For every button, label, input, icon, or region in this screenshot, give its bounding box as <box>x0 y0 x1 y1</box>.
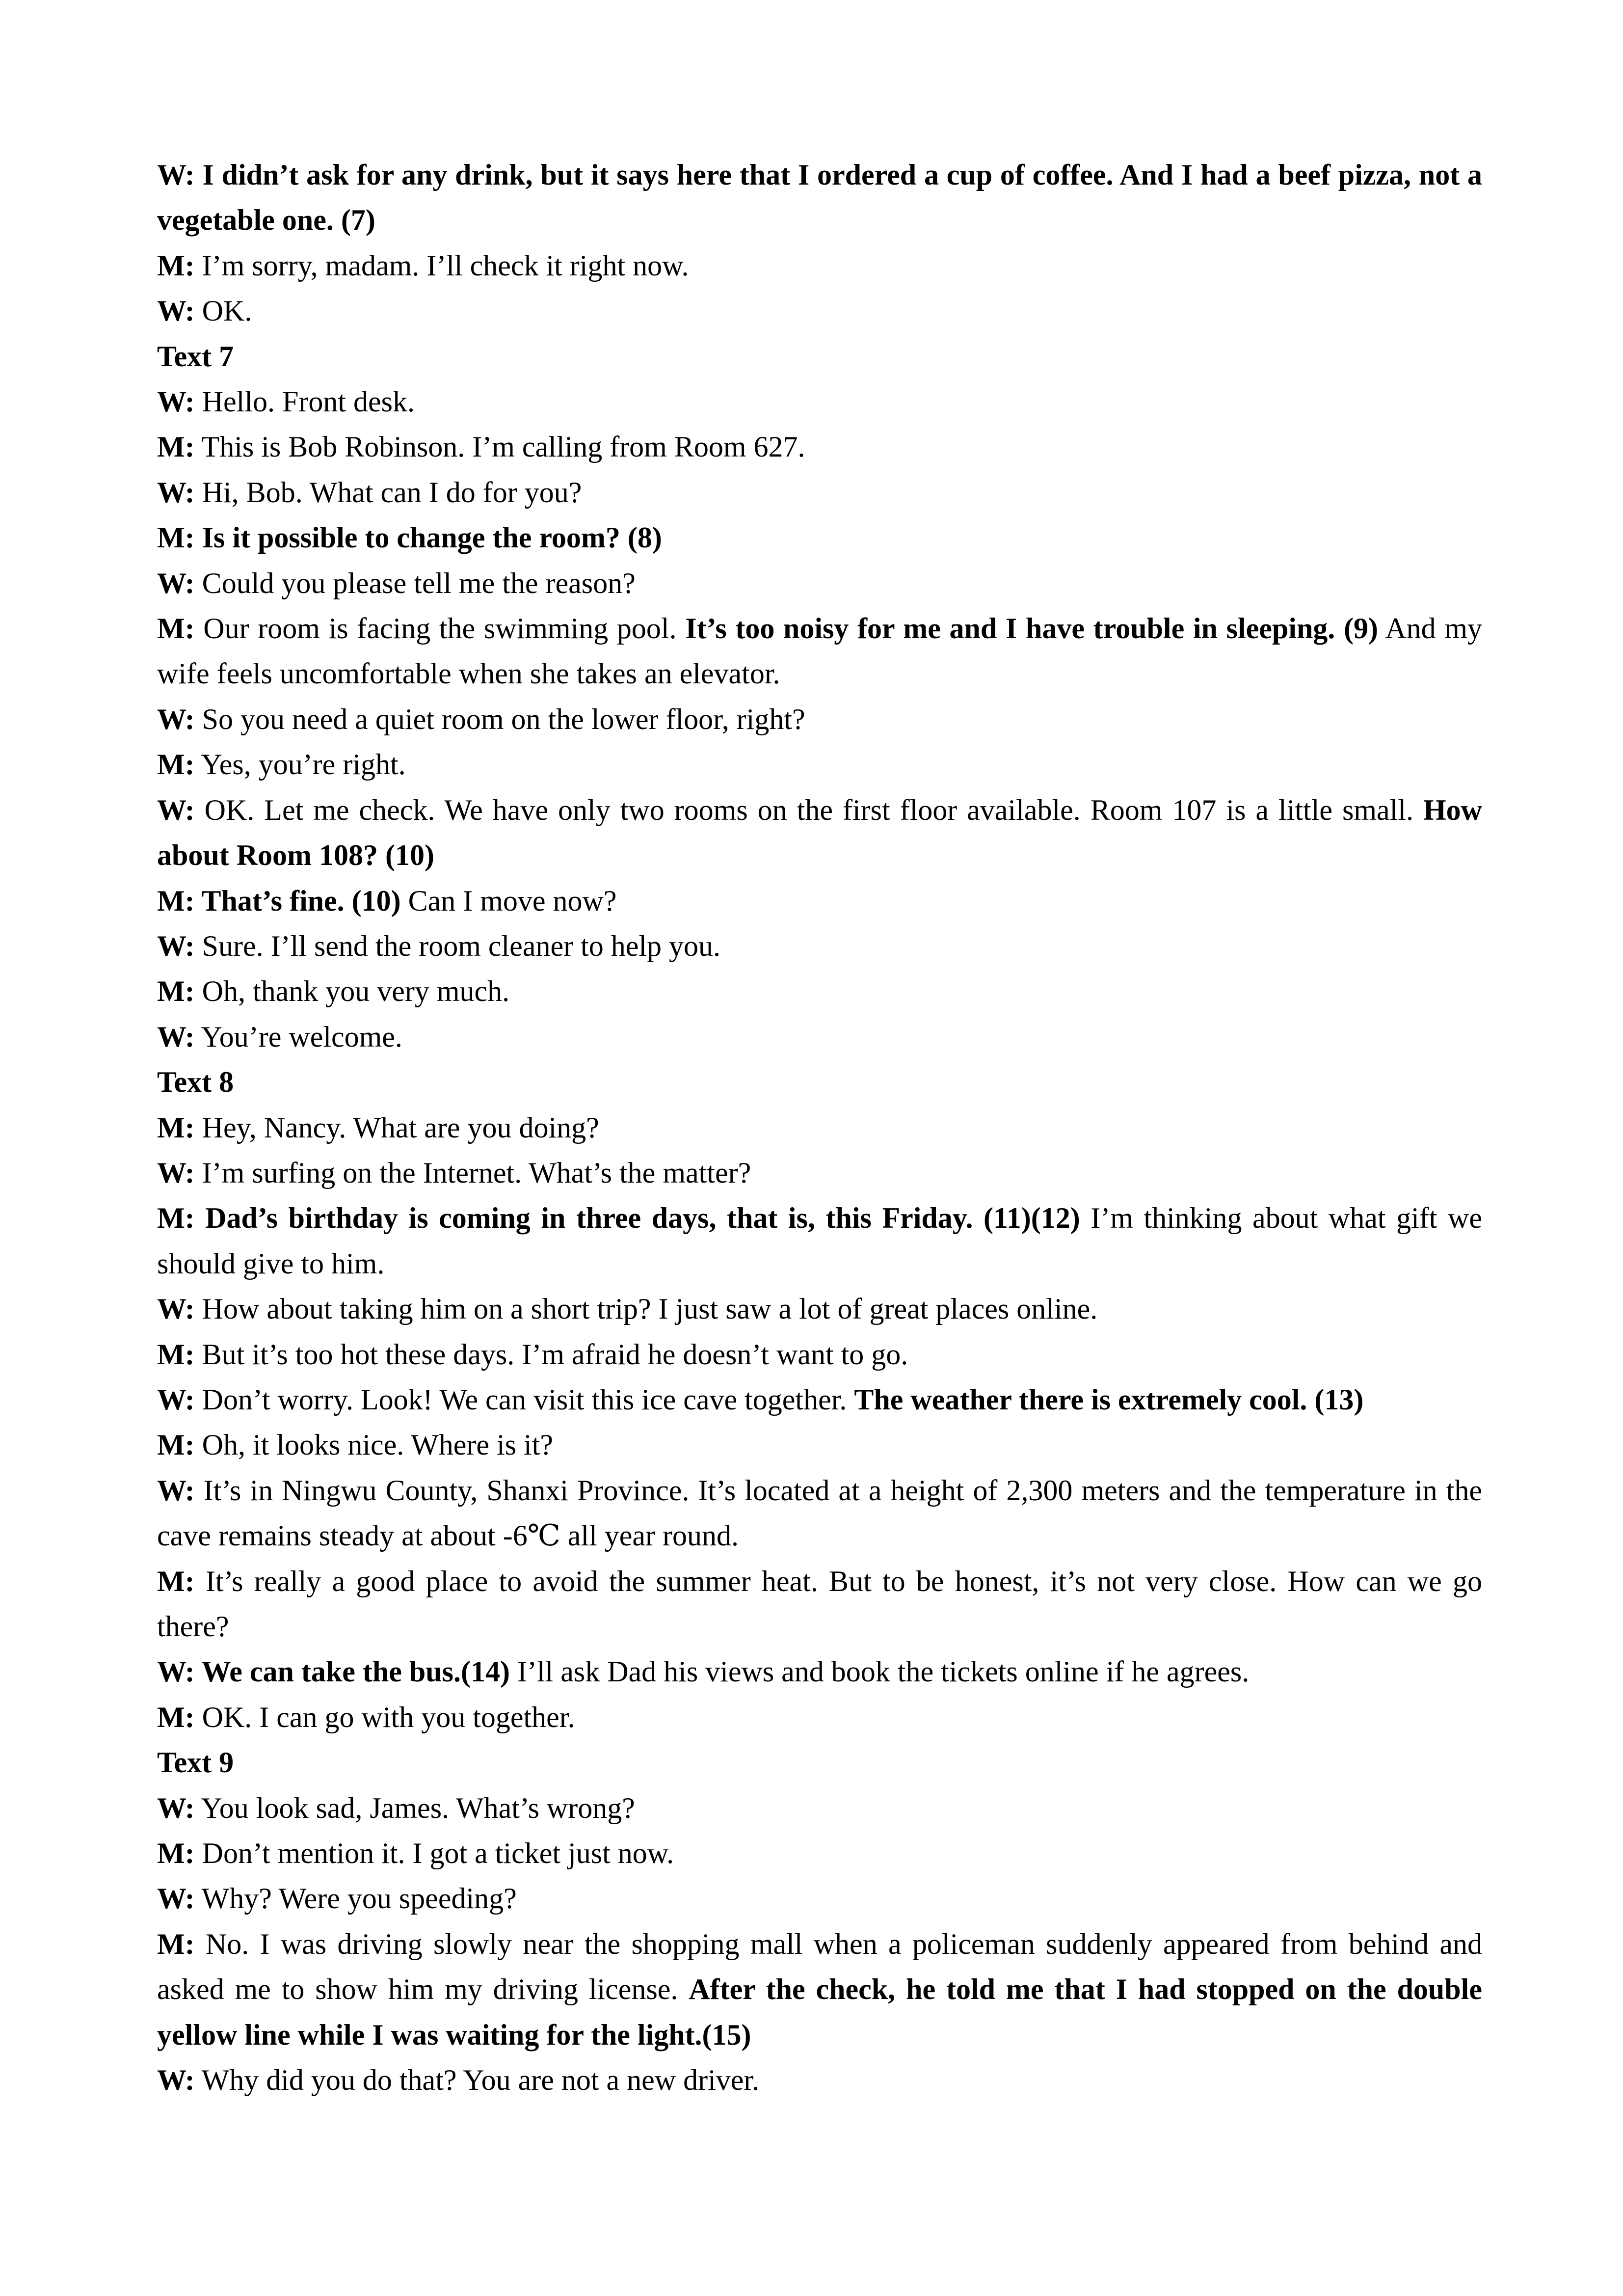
dialogue-line <box>157 878 1482 923</box>
dialogue-text: How about taking him on a short trip? I just saw a lot of great places online. <box>194 1293 1098 1325</box>
dialogue-line <box>157 288 1482 333</box>
dialogue-line <box>157 742 1482 787</box>
dialogue-line <box>157 1785 1482 1831</box>
dialogue-text: OK. Let me check. We have only two rooms on the first floor available. Room 107 is a little small. <box>194 793 1423 826</box>
speaker-label: W: <box>157 702 195 735</box>
dialogue-text: Why did you do that? You are not a new driver. <box>194 2064 760 2097</box>
speaker-label: M: <box>157 1701 195 1733</box>
dialogue-line <box>157 697 1482 742</box>
answer-key-text: I didn’t ask for any drink, but it says here that I ordered a cup of coffee. And I had a beef pizza, not a vegetable one. (7) <box>157 159 1482 237</box>
dialogue-line <box>157 1150 1482 1195</box>
speaker-label: M: <box>157 748 195 781</box>
dialogue-line <box>157 1921 1482 2057</box>
dialogue-line <box>157 606 1482 697</box>
speaker-label: W: <box>157 1882 195 1915</box>
dialogue-line <box>157 1876 1482 1921</box>
dialogue-text: Our room is facing the swimming pool. <box>194 612 686 645</box>
speaker-label: M: <box>157 1837 195 1870</box>
transcript-page <box>157 152 1482 2103</box>
dialogue-line <box>157 1649 1482 1694</box>
dialogue-line <box>157 1695 1482 1740</box>
dialogue-text: And my wife feels uncomfortable when she takes an elevator. <box>157 612 1482 690</box>
dialogue-text: Hello. Front desk. <box>194 385 415 418</box>
dialogue-line <box>157 969 1482 1014</box>
dialogue-text: I’m surfing on the Internet. What’s the matter? <box>194 1156 751 1189</box>
dialogue-line <box>157 923 1482 969</box>
dialogue-line <box>157 1332 1482 1377</box>
speaker-label: M: <box>157 884 195 917</box>
dialogue-text: It’s really a good place to avoid the summer heat. But to be honest, it’s not very close. How can we go there? <box>157 1565 1482 1643</box>
dialogue-text: I’m thinking about what gift we should give to him. <box>157 1202 1482 1280</box>
speaker-label: W: <box>157 385 195 418</box>
speaker-label: M: <box>157 1202 195 1235</box>
dialogue-line <box>157 243 1482 288</box>
speaker-label: W: <box>157 1791 195 1824</box>
answer-key-text: Dad’s birthday is coming in three days, that is, this Friday. (11)(12) <box>194 1202 1080 1235</box>
speaker-label: M: <box>157 431 195 463</box>
dialogue-text: OK. <box>194 295 252 327</box>
dialogue-line <box>157 1377 1482 1422</box>
dialogue-line <box>157 2057 1482 2103</box>
dialogue-text: Can I move now? <box>400 884 617 917</box>
speaker-label: M: <box>157 1927 195 1960</box>
dialogue-text: You’re welcome. <box>194 1020 402 1053</box>
dialogue-line <box>157 561 1482 606</box>
dialogue-text: I’ll ask Dad his views and book the tickets online if he agrees. <box>509 1655 1250 1688</box>
dialogue-line <box>157 515 1482 560</box>
speaker-label: M: <box>157 1565 195 1597</box>
speaker-label: M: <box>157 521 195 554</box>
section-heading: Text 9 <box>157 1746 234 1779</box>
speaker-label: W: <box>157 1293 195 1325</box>
dialogue-line <box>157 1014 1482 1059</box>
section-heading: Text 7 <box>157 340 234 373</box>
answer-key-text: We can take the bus.(14) <box>194 1655 510 1688</box>
dialogue-line <box>157 1468 1482 1559</box>
dialogue-text: Hey, Nancy. What are you doing? <box>194 1111 599 1144</box>
dialogue-text: Why? Were you speeding? <box>194 1882 517 1915</box>
dialogue-line <box>157 424 1482 469</box>
dialogue-text: Oh, it looks nice. Where is it? <box>194 1429 554 1461</box>
section-heading: Text 8 <box>157 1066 234 1099</box>
speaker-label: M: <box>157 975 195 1008</box>
dialogue-line <box>157 1559 1482 1649</box>
dialogue-text: Don’t worry. Look! We can visit this ice cave together. <box>194 1383 854 1416</box>
dialogue-text: This is Bob Robinson. I’m calling from Room 627. <box>194 431 805 463</box>
dialogue-text: It’s in Ningwu County, Shanxi Province. It’s located at a height of 2,300 meters and the temperature in the cave remains steady at about -6℃ all year round. <box>157 1474 1482 1552</box>
answer-key-text: How about Room 108? (10) <box>157 793 1482 872</box>
dialogue-text: No. I was driving slowly near the shopping mall when a policeman suddenly appeared from behind and asked me to show him my driving license. <box>157 1927 1482 2006</box>
dialogue-line <box>157 787 1482 878</box>
dialogue-text: Sure. I’ll send the room cleaner to help you. <box>194 929 721 962</box>
answer-key-text: The weather there is extremely cool. (13) <box>854 1383 1364 1416</box>
speaker-label: M: <box>157 1338 195 1371</box>
speaker-label: W: <box>157 295 195 327</box>
dialogue-line <box>157 470 1482 515</box>
answer-key-text: Is it possible to change the room? (8) <box>194 521 662 554</box>
dialogue-line <box>157 1195 1482 1286</box>
dialogue-text: OK. I can go with you together. <box>194 1701 575 1733</box>
speaker-label: W: <box>157 1156 195 1189</box>
speaker-label: W: <box>157 567 195 599</box>
speaker-label: M: <box>157 1429 195 1461</box>
dialogue-text: But it’s too hot these days. I’m afraid he doesn’t want to go. <box>194 1338 908 1371</box>
dialogue-line <box>157 1105 1482 1150</box>
speaker-label: W: <box>157 1020 195 1053</box>
speaker-label: W: <box>157 793 195 826</box>
dialogue-text: Don’t mention it. I got a ticket just now. <box>194 1837 674 1870</box>
dialogue-line <box>157 379 1482 424</box>
speaker-label: W: <box>157 476 195 509</box>
dialogue-text: Could you please tell me the reason? <box>194 567 636 599</box>
dialogue-line <box>157 1831 1482 1876</box>
speaker-label: W: <box>157 1383 195 1416</box>
answer-key-text: It’s too noisy for me and I have trouble in sleeping. (9) <box>685 612 1378 645</box>
dialogue-text: Yes, you’re right. <box>194 748 406 781</box>
dialogue-text: You look sad, James. What’s wrong? <box>194 1791 635 1824</box>
dialogue-text: I’m sorry, madam. I’ll check it right now. <box>194 249 689 282</box>
answer-key-text: After the check, he told me that I had stopped on the double yellow line while I was waiting for the light.(15) <box>157 1973 1482 2051</box>
dialogue-line <box>157 152 1482 243</box>
speaker-label: M: <box>157 1111 195 1144</box>
speaker-label: W: <box>157 159 195 191</box>
speaker-label: M: <box>157 612 195 645</box>
speaker-label: W: <box>157 929 195 962</box>
dialogue-line <box>157 1422 1482 1467</box>
answer-key-text: That’s fine. (10) <box>194 884 401 917</box>
speaker-label: W: <box>157 1474 195 1507</box>
speaker-label: W: <box>157 2064 195 2097</box>
dialogue-line <box>157 1286 1482 1331</box>
speaker-label: M: <box>157 249 195 282</box>
dialogue-text: Oh, thank you very much. <box>194 975 510 1008</box>
speaker-label: W: <box>157 1655 195 1688</box>
dialogue-text: Hi, Bob. What can I do for you? <box>194 476 582 509</box>
dialogue-text: So you need a quiet room on the lower floor, right? <box>194 702 805 735</box>
